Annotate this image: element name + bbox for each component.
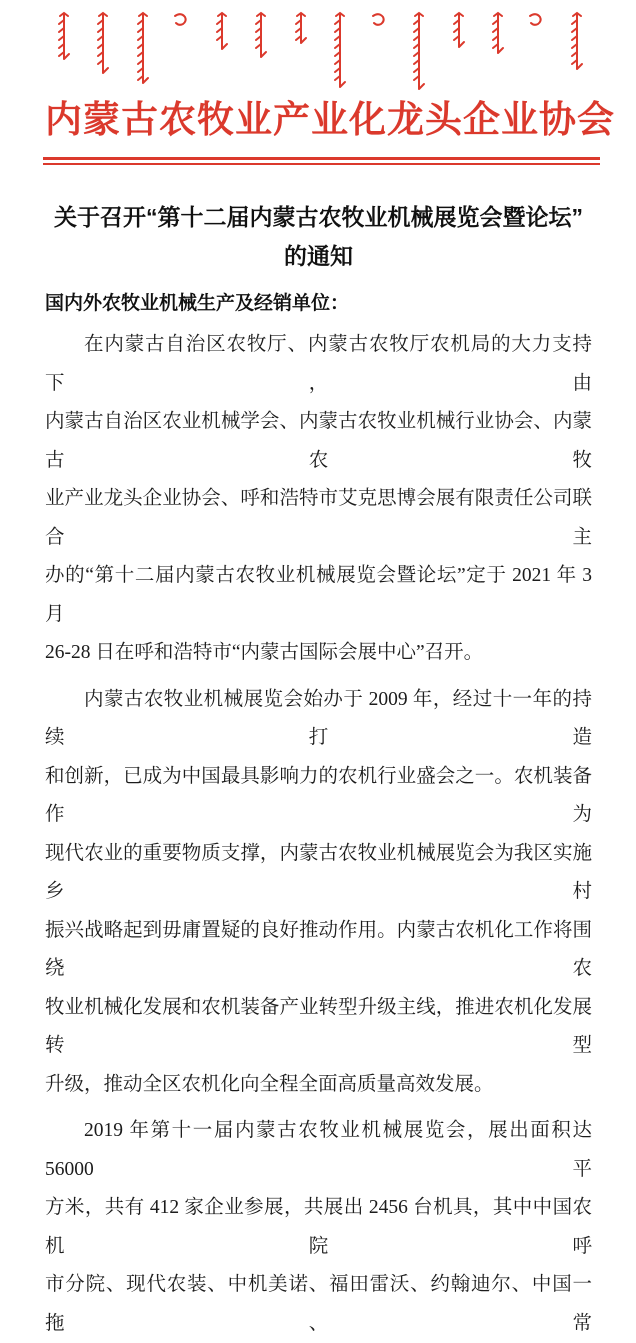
- org-name-title: 内蒙古农牧业产业化龙头企业协会: [45, 100, 615, 141]
- paragraph-line: 现代农业的重要物质支撑，内蒙古农牧业机械展览会为我区实施乡村: [45, 842, 592, 902]
- paragraph-line: 在内蒙古自治区农牧厅、内蒙古农牧厅农机局的大力支持下，由: [45, 334, 592, 394]
- paragraph-1: [45, 326, 592, 673]
- paragraph-line: 和创新，已成为中国最具影响力的农机行业盛会之一。农机装备作为: [45, 765, 592, 825]
- paragraph-line: 牧业机械化发展和农机装备产业转型升级主线，推进农机化发展转型: [45, 996, 592, 1056]
- letterhead-divider-rule: [43, 157, 600, 165]
- paragraph-line: 业产业龙头企业协会、呼和浩特市艾克思博会展有限责任公司联合主: [45, 488, 592, 548]
- paragraph-line: 振兴战略起到毋庸置疑的良好推动作用。内蒙古农机化工作将围绕农: [45, 919, 592, 979]
- mongolian-script-text: [45, 10, 592, 96]
- paragraph-line: 市分院、现代农装、中机美诺、福田雷沃、约翰迪尔、中国一拖、常: [45, 1274, 592, 1334]
- paragraph-line: 方米，共有 412 家企业参展，共展出 2456 台机具，其中中国农机院呼: [45, 1197, 592, 1257]
- paragraph-line: 内蒙古自治区农业机械学会、内蒙古农牧业机械行业协会、内蒙古农牧: [45, 411, 592, 471]
- paragraph-line: 办的“第十二届内蒙古农牧业机械展览会暨论坛”定于 2021 年 3 月: [45, 565, 592, 625]
- notice-title-line1: 关于召开“第十二届内蒙古农牧业机械展览会暨论坛”: [54, 204, 583, 230]
- paragraph-line: 26-28 日在呼和浩特市“内蒙古国际会展中心”召开。: [45, 642, 484, 663]
- notice-title-line2: 的通知: [284, 243, 353, 269]
- notice-body: [45, 198, 592, 1343]
- paragraph-line: 升级，推动全区农机化向全程全面高质量高效发展。: [45, 1073, 494, 1095]
- paragraph-2: [45, 681, 592, 1105]
- paragraph-line: 2019 年第十一届内蒙古农牧业机械展览会，展出面积达 56000 平: [45, 1120, 592, 1180]
- salutation: 国内外农牧业机械生产及经销单位：: [45, 293, 350, 314]
- letterhead: [45, 10, 615, 165]
- paragraph-3: [45, 1112, 592, 1343]
- notice-title: [45, 198, 592, 276]
- paragraph-line: 内蒙古农牧业机械展览会始办于 2009 年，经过十一年的持续打造: [45, 688, 592, 748]
